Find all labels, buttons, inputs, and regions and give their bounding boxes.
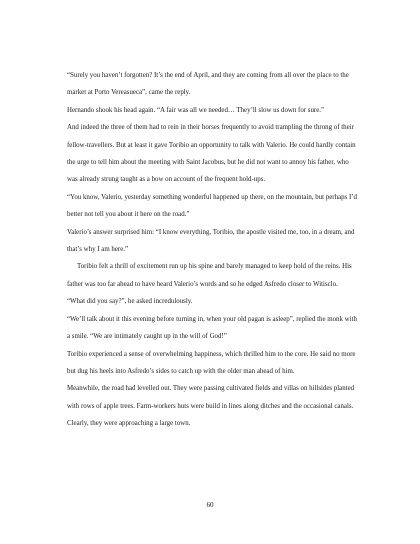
- paragraph: Meanwhile, the road had levelled out. They were passing cultivated fields and villas on hillsides planted with rows of apple trees. Farm-workers huts were build in lines along ditches and the occasional canals. Clearly, they were approaching a large town.: [67, 385, 355, 428]
- paragraph: “What did you say?”, he asked incredulously.: [67, 298, 193, 306]
- paragraph: Hernando shook his head again. “A fair was all we needed… They’ll slow us down for sure.”: [67, 106, 325, 114]
- paragraph: Toribio experienced a sense of overwhelming happiness, which thrilled him to the core. He said no more but dug his heels into Asfredo’s sides to catch up with the older man ahead of him.: [67, 350, 356, 375]
- page-number: 60: [206, 501, 214, 509]
- paragraph: “Surely you haven’t forgotten? It’s the end of April, and they are coming from all over the place to the market at Porto Vereasueca”, came the reply.: [67, 72, 349, 97]
- paragraph: And indeed the three of them had to rein in their horses frequently to avoid trampling the throng of their fellow-travellers. But at least it gave Toribio an opportunity to talk with Valerio. He could hardly contain the urge to tell him about the meeting with Saint Jacobus, but he did not want to annoy his father, who was already strung taught as a bow on account of the frequent hold-ups.: [67, 124, 356, 184]
- body-text: [67, 67, 357, 433]
- paragraph: Valerio’s answer surprised him: “I know everything, Toribio, the apostle visited me, too, in a dream, and that’s why I am here.”: [67, 228, 355, 254]
- paragraph: “We’ll talk about it this evening before turning in, when your old pagan is asleep”, replied the monk with a smile. “We are intimately caught up in the will of God!”: [67, 315, 357, 341]
- paragraph: “You know, Valerio, yesterday something wonderful happened up there, on the mountain, but perhaps I’d better not tell you about it here on the road.”: [67, 193, 357, 219]
- paragraph: Toribio felt a thrill of excitement run up his spine and barely managed to keep hold of the reins. His father was too far ahead to have heard Valerio’s words and so he edged Asfredo closer to Witisclo.: [67, 263, 352, 288]
